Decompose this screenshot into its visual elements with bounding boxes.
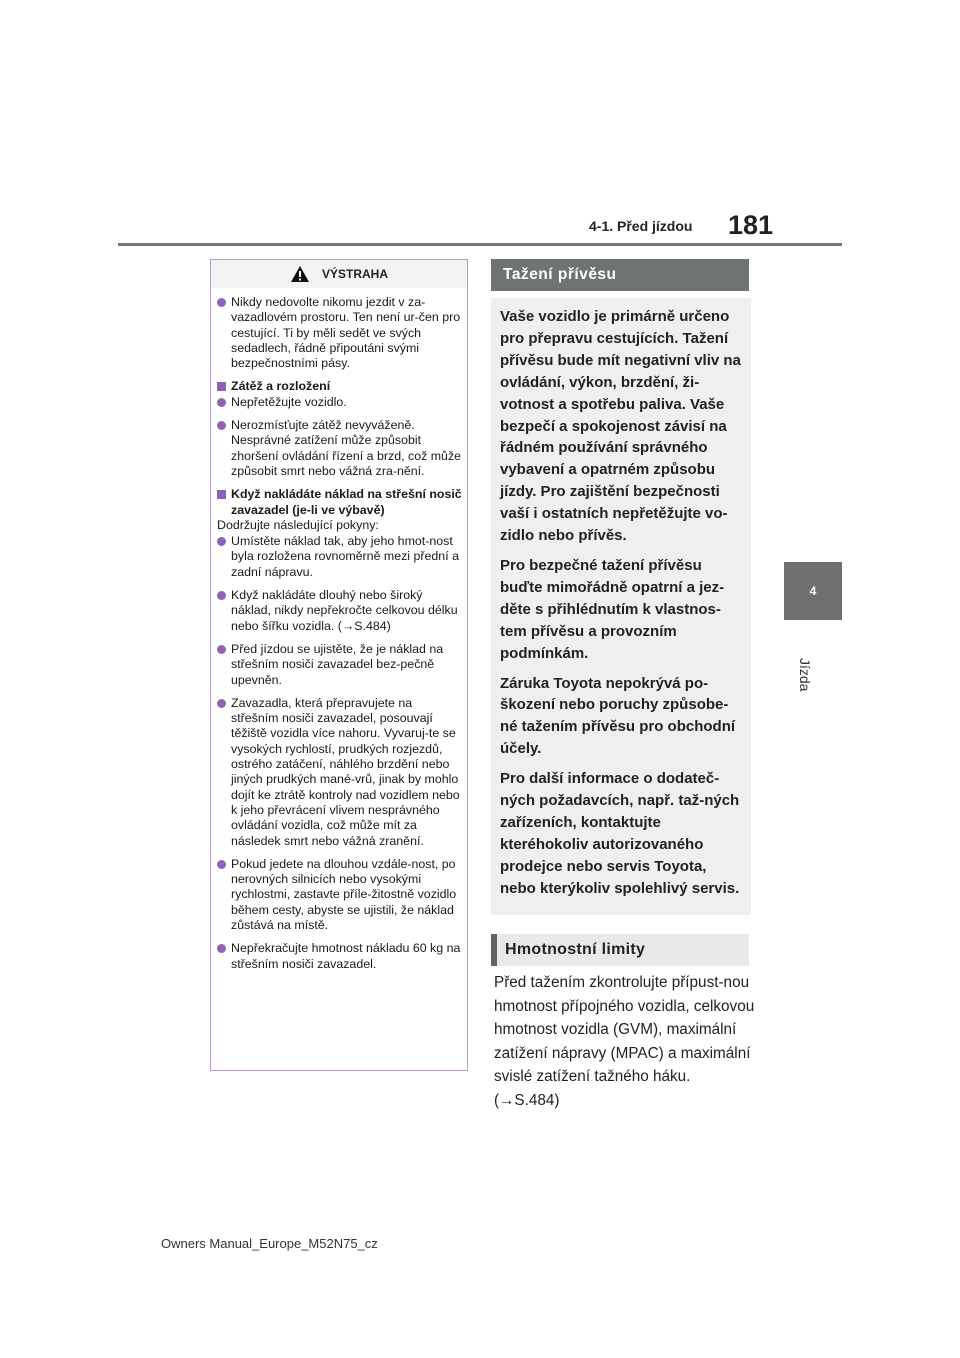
list-item: Nikdy nedovolte nikomu jezdit v za-vazadlovém prostoru. Ten není ur-čen pro cestující. Ti by měli sedět ve svých sedadlech, řádně připoutáni svými bezpečnostními pásy. — [217, 295, 462, 371]
warning-body — [211, 288, 467, 972]
chapter-tab: 4 — [784, 562, 842, 620]
warning-header — [211, 260, 467, 288]
chapter-label: Jízda — [797, 658, 813, 692]
towing-paragraph: Vaše vozidlo je primárně určeno pro přepravu cestujících. Tažení přívěsu bude mít negativní vliv na ovládání, výkon, brzdění, ži-votnost a spotřebu paliva. Vaše bezpečí a spokojenost závisí na řádném používání správného vybavení a opatrném způsobu jízdy. Pro zajištění bezpečnosti vaší i ostatních nepřetěžujte vo-zidlo nebo přívěs. — [500, 308, 741, 545]
square-bullet-icon — [217, 382, 226, 391]
bullet-icon — [217, 699, 226, 708]
warning-subheading: Zátěž a rozložení — [217, 379, 462, 394]
bullet-icon — [217, 860, 226, 869]
bullet-icon — [217, 421, 226, 430]
towing-paragraph: Pro další informace o dodateč-ných požadavcích, např. taž-ných zařízeních, kontaktujte kteréhokoliv autorizovaného prodejce nebo servis Toyota, nebo kterýkoliv spolehlivý servis. — [500, 770, 740, 897]
bullet-icon — [217, 398, 226, 407]
square-bullet-icon — [217, 490, 226, 499]
list-item: Pokud jedete na dlouhou vzdále-nost, po nerovných silnicích nebo vysokými rychlostmi, zastavte příle-žitostně vozidlo během cesty, abyste se ujistili, že náklad zůstává na místě. — [217, 857, 462, 933]
warning-intro: Dodržujte následující pokyny: — [217, 517, 379, 532]
list-item: Umístěte náklad tak, aby jeho hmot-nost byla rozložena rovnoměrně mezi přední a zadní nápravu. — [217, 534, 462, 580]
weight-limits-heading: Hmotnostní limity — [491, 934, 749, 966]
towing-heading: Tažení přívěsu — [491, 259, 749, 291]
warning-title: VÝSTRAHA — [321, 267, 388, 281]
bullet-icon — [217, 298, 226, 307]
warning-subheading: Když nakládáte náklad na střešní nosič zavazadel (je-li ve výbavě) — [217, 487, 462, 518]
footer-text: Owners Manual_Europe_M52N75_cz — [161, 1236, 378, 1251]
list-item: Před jízdou se ujistěte, že je náklad na střešním nosiči zavazadel bez-pečně upevněn. — [217, 642, 462, 688]
list-item: Zavazadla, která přepravujete na střešním nosiči zavazadel, posouvají těžiště vozidla více nahoru. Vyvaruj-te se vysokých rychlostí, prudkých rozjezdů, ostrého zatáčení, náhlého brzdění nebo jiných prudkých mané-vrů, jinak by mohlo dojít ke ztrátě kontroly nad vozidlem nebo k jeho převrácení vlivem nesprávného ovládání vozidla, což může mít za následek smrt nebo vážná zranění. — [217, 696, 462, 849]
weight-limits-text: Před tažením zkontrolujte přípust-nou hmotnost přípojného vozidla, celkovou hmotnost vozidla (GVM), maximální zatížení nápravy (MPAC) a maximální svislé zatížení tažného háku. (→S.484) — [494, 974, 755, 1109]
towing-paragraph: Záruka Toyota nepokrývá po-škození nebo poruchy způsobe-né tažením přívěsu pro obchodní účely. — [500, 674, 736, 758]
page-number: 181 — [728, 210, 774, 240]
header-section-title: 4-1. Před jízdou — [589, 218, 693, 234]
list-item: Když nakládáte dlouhý nebo široký náklad, nikdy nepřekročte celkovou délku nebo šířku vozidla. (→S.484) — [217, 588, 462, 634]
bullet-icon — [217, 591, 226, 600]
bullet-icon — [217, 537, 226, 546]
bullet-icon — [217, 944, 226, 953]
list-item: Nerozmísťujte zátěž nevyváženě. Nesprávné zatížení může způsobit zhoršení ovládání řízení a brzd, což může způsobit smrt nebo vážná zra-nění. — [217, 418, 462, 479]
towing-intro-box — [491, 298, 751, 915]
bullet-icon — [217, 645, 226, 654]
warning-triangle-icon — [290, 265, 310, 283]
list-item: Nepřetěžujte vozidlo. — [217, 395, 462, 410]
towing-paragraph: Pro bezpečné tažení přívěsu buďte mimořádně opatrní a jez-děte s přihlédnutím k vlastnos-tem přívěsu a provozním podmínkám. — [500, 556, 725, 662]
warning-box — [210, 259, 468, 1071]
header-divider — [118, 243, 842, 246]
list-item: Nepřekračujte hmotnost nákladu 60 kg na střešním nosiči zavazadel. — [217, 941, 462, 972]
